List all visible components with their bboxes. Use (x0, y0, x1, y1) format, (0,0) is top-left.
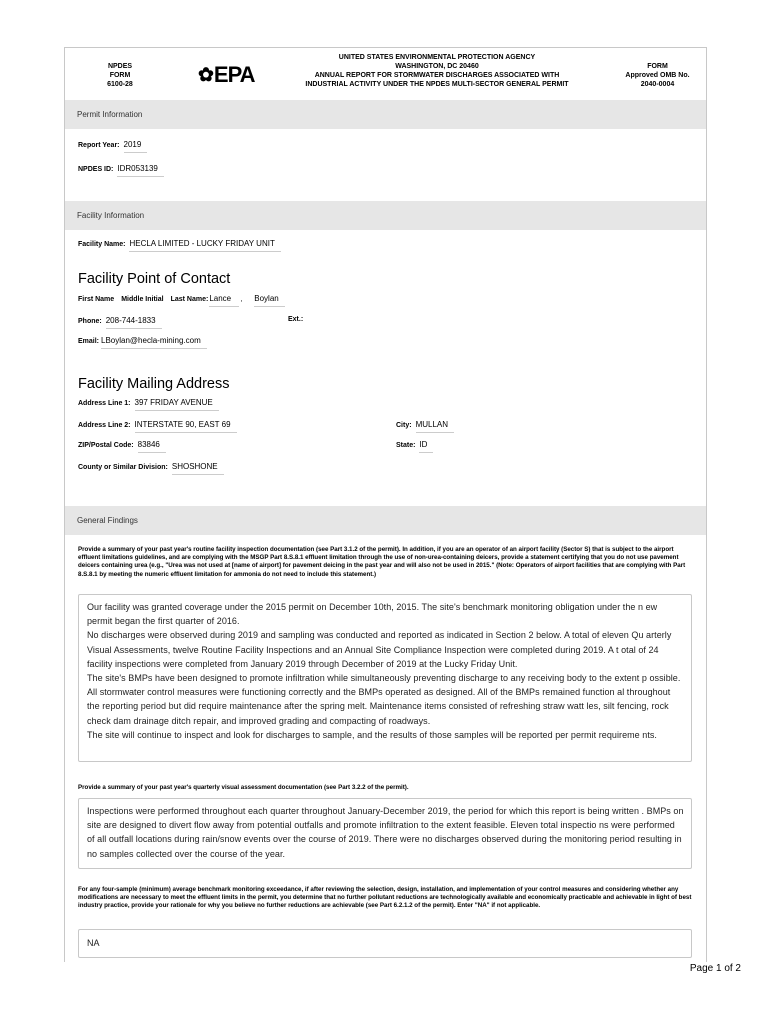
routine-inspection-response[interactable]: Our facility was granted coverage under the 2015 permit on December 10th, 2015. The site's benchmark monitoring obligation under the n ew permit began the first quarter of 2016. No discharges were observed during 2019 and sampling was conducted and reported as indicated in Section 2 below. A total of eleven Qu arterly Visual Assessments, twelve Routine Facility Inspections and an Annual Site Compliance Inspection were completed during 2019. A t otal of 24 facility inspections were completed from January 2019 through December of 2019 at the Lucky Friday Unit. The site's BMPs have been designed to promote infiltration while simultaneously preventing discharge to any receiving body to the extent p ossible. All stormwater control measures were functioning correctly and the BMPs operated as designed. All of the BMPs remained function al throughout the reporting period but did require maintenance after the spring melt. Maintenance items consisted of refreshing straw watt les, silt fencing, rock check dam drainage ditch repair, and improved grading and compacting of roadways. The site will continue to inspect and look for discharges to sample, and the results of those samples will be reported per permit requireme nts. (78, 594, 692, 762)
contact-heading: Facility Point of Contact (78, 271, 231, 287)
page-number: Page 1 of 2 (689, 963, 741, 974)
report-year-field: Report Year: 2019 (78, 140, 147, 153)
epa-flower-icon: ✿ (198, 64, 213, 86)
address-line2-field: Address Line 2: INTERSTATE 90, EAST 69 (78, 420, 237, 433)
contact-name-field: First Name Middle Initial Last Name: Lance , Boylan (78, 294, 285, 307)
state-field: State: ID (396, 440, 433, 453)
npdes-id-field: NPDES ID: IDR053139 (78, 164, 164, 177)
quarterly-assessment-response[interactable]: Inspections were performed throughout each quarter throughout January-December 2019, the period for which this report is being written . BMPs on site are designed to divert flow away from potential outfalls and promote infiltration to the extent feasible. Eleven total inspectio ns were performed of all outfall locations during rain/snow events over the course of 2019. There were no discharges observed during the monitoring period resulting in no samples collected over the course of the year. (78, 798, 692, 869)
address-line2-value: INTERSTATE 90, EAST 69 (135, 420, 237, 433)
form-header (65, 48, 706, 100)
npdes-id-value: IDR053139 (117, 164, 163, 177)
zip-field: ZIP/Postal Code: 83846 (78, 440, 166, 453)
email-field: Email: LBoylan@hecla-mining.com (78, 336, 207, 349)
phone-value: 208-744-1833 (106, 316, 162, 329)
state-value: ID (419, 440, 433, 453)
first-name-value: Lance (209, 294, 239, 307)
report-page (64, 47, 707, 962)
permit-info-header: Permit Information (65, 100, 706, 129)
form-number-left: NPDES FORM 6100-28 (107, 63, 133, 88)
quarterly-assessment-instructions: Provide a summary of your past year's quarterly visual assessment documentation (see Part 3.2.2 of the permit). (78, 784, 409, 791)
general-findings-header: General Findings (65, 506, 706, 535)
address-line1-field: Address Line 1: 397 FRIDAY AVENUE (78, 398, 219, 411)
county-field: County or Similar Division: SHOSHONE (78, 462, 224, 475)
county-value: SHOSHONE (172, 462, 224, 475)
agency-title: UNITED STATES ENVIRONMENTAL PROTECTION AGENCY WASHINGTON, DC 20460 ANNUAL REPORT FOR STORMWATER DISCHARGES ASSOCIATED WITH INDUSTRIAL ACTIVITY UNDER THE NPDES MULTI-SECTOR GENERAL PERMIT (305, 54, 569, 88)
report-year-value: 2019 (124, 140, 148, 153)
mailing-heading: Facility Mailing Address (78, 376, 230, 392)
facility-info-header: Facility Information (65, 201, 706, 230)
email-value: LBoylan@hecla-mining.com (101, 336, 207, 349)
city-value: MULLAN (416, 420, 454, 433)
benchmark-exceedance-response[interactable]: NA (78, 929, 692, 958)
phone-field: Phone: 208-744-1833 (78, 316, 162, 329)
benchmark-exceedance-instructions: For any four-sample (minimum) average benchmark monitoring exceedance, if after reviewing the selection, design, installation, and implementation of your control measures and considering whether any modifications are necessary to meet the effluent limits in the permit, you determine that no further pollutant reductions are technologically available and economically practicable and achievable in light of best industry practice, provide your rationale for why you believe no further reductions are achievable (see Part 6.2.1.2 of the permit). Enter "NA" if not applicable. (78, 886, 692, 910)
facility-name-field: Facility Name: HECLA LIMITED - LUCKY FRIDAY UNIT (78, 239, 281, 252)
facility-name-value: HECLA LIMITED - LUCKY FRIDAY UNIT (129, 239, 280, 252)
routine-inspection-instructions: Provide a summary of your past year's routine facility inspection documentation (see Part 3.1.2 of the permit). In addition, if you are an operator of an airport facility (Sector S) that is subject to the airport effluent limitations guidelines, and are complying with the MSGP Part 8.S.8.1 effluent limitation through the use of non-urea-containing deicers, provide a statement certifying that you do not use pavement deicers containing urea (e.g., "Urea was not used at [name of airport] for pavement deicing in the past year and will also not be used in 2015." (Note: Operators of airport facilities that are complying with Part 8.S.8.1 by meeting the numeric effluent limitation for ammonia do not need to include this statement.) (78, 546, 686, 578)
address-line1-value: 397 FRIDAY AVENUE (135, 398, 219, 411)
last-name-value: Boylan (254, 294, 284, 307)
zip-value: 83846 (138, 440, 166, 453)
omb-approval: FORM Approved OMB No. 2040-0004 (625, 63, 690, 88)
epa-logo: ✿ EPA (198, 62, 255, 87)
city-field: City: MULLAN (396, 420, 454, 433)
ext-field: Ext.: (288, 316, 304, 323)
